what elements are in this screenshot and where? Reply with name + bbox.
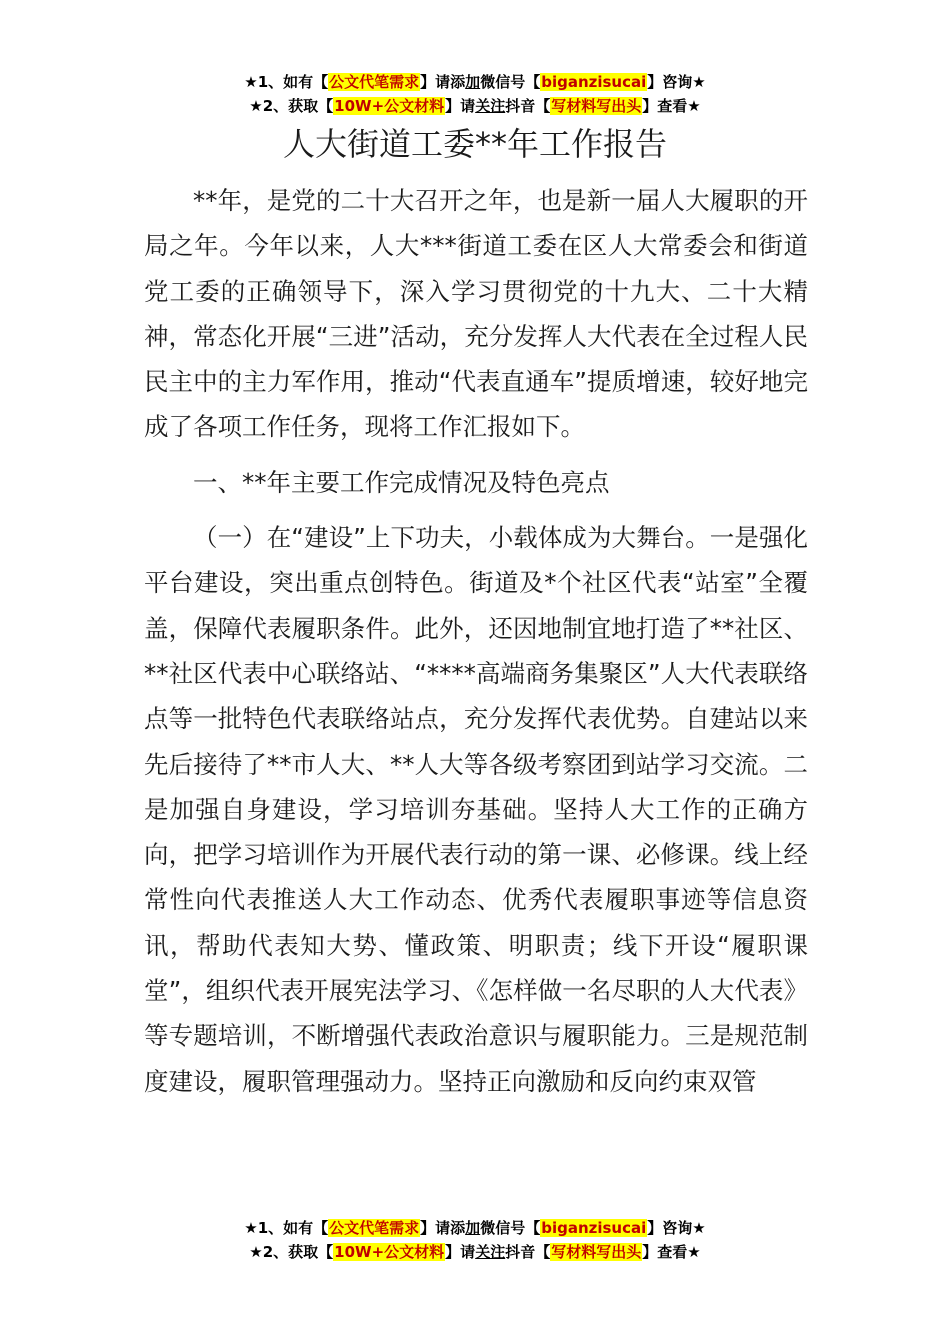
star-icon: ★ — [687, 97, 701, 115]
banner-text: 】请 — [445, 97, 476, 115]
star-icon: ★ — [244, 73, 258, 91]
banner-line-2 — [0, 1240, 950, 1264]
body-paragraph: （一）在“建设”上下功夫，小载体成为大舞台。一是强化平台建设，突出重点创特色。街道及*个社区代表“站室”全覆盖，保障代表履职条件。此外，还因地制宜地打造了**社区、**社区代表中心联络站、“****高端商务集聚区”人大代表联络点等一批特色代表联络站点，充分发挥代表优势。自建站以来先后接待了**市人大、**人大等各级考察团到站学习交流。二是加强自身建设，学习培训夯基础。坚持人大工作的正确方向，把学习培训作为开展代表行动的第一课、必修课。线上经常性向代表推送人大工作动态、优秀代表履职事迹等信息资讯，帮助代表知大势、懂政策、明职责；线下开设“履职课堂”，组织代表开展宪法学习、《怎样做一名尽职的人大代表》等专题培训，不断增强代表政治意识与履职能力。三是规范制度建设，履职管理强动力。坚持正向激励和反向约束双管 — [144, 523, 808, 1096]
banner-text: 】咨询 — [647, 1219, 693, 1237]
banner-text: 2、获取【 — [262, 1243, 334, 1261]
banner-text: 1、如有【 — [257, 73, 329, 91]
highlight-materials: 10W+公文材料 — [334, 1243, 445, 1261]
top-banner — [0, 70, 950, 118]
star-icon: ★ — [692, 73, 706, 91]
banner-text: 抖音【 — [505, 97, 551, 115]
banner-text: 】请添 — [420, 73, 466, 91]
banner-underlined-text: 关注 — [475, 1243, 506, 1261]
highlight-service: 公文代笔需求 — [329, 73, 420, 91]
highlight-wechat-id: biganzisucai — [541, 1219, 647, 1237]
banner-text: 】查看 — [642, 97, 688, 115]
banner-text: 微信号【 — [480, 1219, 541, 1237]
section-heading: 一、**年主要工作完成情况及特色亮点 — [193, 467, 610, 497]
star-icon: ★ — [249, 1243, 263, 1261]
highlight-materials: 10W+公文材料 — [334, 97, 445, 115]
star-icon: ★ — [692, 1219, 706, 1237]
banner-text: 】咨询 — [647, 73, 693, 91]
banner-text: 】查看 — [642, 1243, 688, 1261]
banner-underlined-text: 加 — [465, 73, 481, 91]
banner-line-2 — [0, 94, 950, 118]
banner-text: 1、如有【 — [257, 1219, 329, 1237]
banner-underlined-text: 加 — [465, 1219, 481, 1237]
banner-line-1 — [0, 1216, 950, 1240]
banner-text: 】请 — [445, 1243, 476, 1261]
star-icon: ★ — [687, 1243, 701, 1261]
banner-text: 】请添 — [420, 1219, 466, 1237]
star-icon: ★ — [244, 1219, 258, 1237]
banner-text: 抖音【 — [505, 1243, 551, 1261]
document-body — [144, 178, 808, 1104]
highlight-service: 公文代笔需求 — [329, 1219, 420, 1237]
highlight-douyin-account: 写材料写出头 — [551, 97, 642, 115]
banner-underlined-text: 关注 — [475, 97, 506, 115]
highlight-douyin-account: 写材料写出头 — [551, 1243, 642, 1261]
bottom-banner — [0, 1216, 950, 1264]
banner-text: 2、获取【 — [262, 97, 334, 115]
document-title: 人大街道工委**年工作报告 — [282, 125, 667, 163]
intro-paragraph: **年，是党的二十大召开之年，也是新一届人大履职的开局之年。今年以来，人大***街道工委在区人大常委会和街道党工委的正确领导下，深入学习贯彻党的十九大、二十大精神，常态化开展“三进”活动，充分发挥人大代表在全过程人民民主中的主力军作用，推动“代表直通车”提质增速，较好地完成了各项工作任务，现将工作汇报如下。 — [144, 186, 808, 442]
banner-text: 微信号【 — [480, 73, 541, 91]
star-icon: ★ — [249, 97, 263, 115]
banner-line-1 — [0, 70, 950, 94]
highlight-wechat-id: biganzisucai — [541, 73, 647, 91]
